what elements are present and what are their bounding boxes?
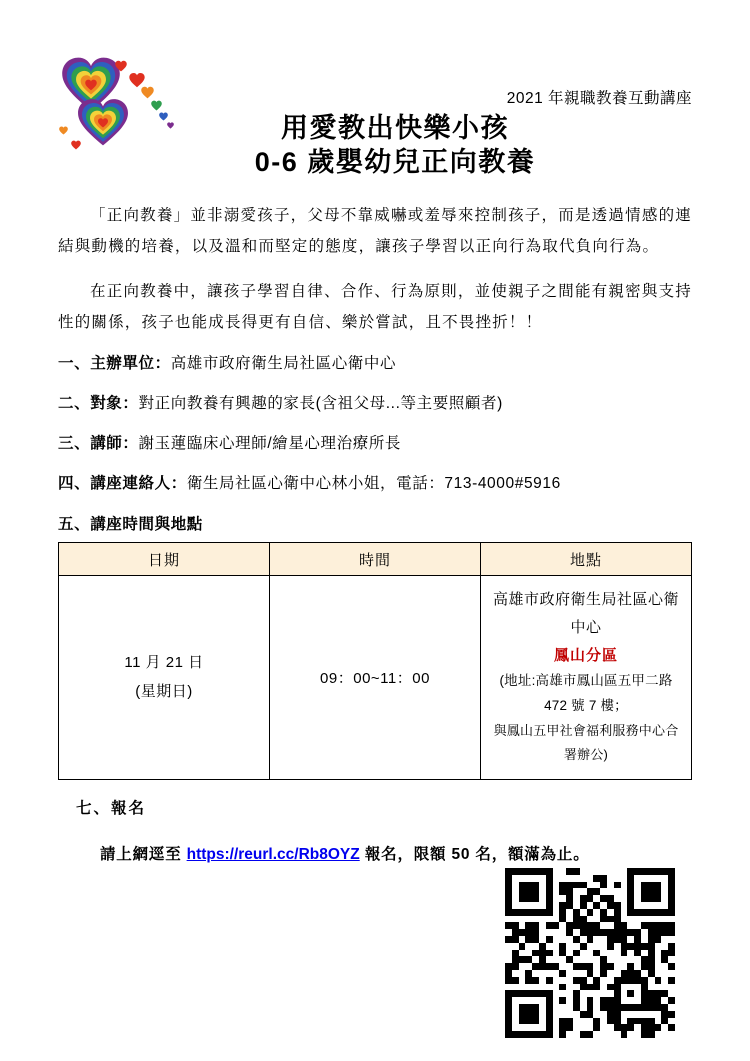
place-address-line-1: (地址:高雄市鳳山區五甲二路 472 號 7 樓； bbox=[499, 673, 673, 714]
intro-paragraph-1: 「正向教養」並非溺愛孩子，父母不靠威嚇或羞辱來控制孩子，而是透過情感的連結與動機的培養，以及溫和而堅定的態度，讓孩子學習以正向行為取代負向行為。 bbox=[58, 207, 692, 255]
page-title bbox=[0, 112, 750, 180]
column-header-time: 時間 bbox=[270, 543, 481, 576]
place-branch: 鳳山分區 bbox=[553, 646, 618, 664]
signup-qr-code[interactable] bbox=[505, 868, 675, 1038]
item-value-audience: 對正向教養有興趣的家長(含祖父母...等主要照顧者) bbox=[138, 395, 503, 413]
signup-url-link[interactable]: https://reurl.cc/Rb8OYZ bbox=[186, 846, 360, 864]
column-header-date: 日期 bbox=[59, 543, 270, 576]
item-value-organizer: 高雄市政府衛生局社區心衛中心 bbox=[170, 355, 397, 372]
place-address-line-2: 與鳳山五甲社會福利服務中心合署辦公) bbox=[493, 723, 679, 763]
event-series-label: 2021 年親職教養互動講座 bbox=[506, 90, 692, 107]
item-value-lecturer: 謝玉蓮臨床心理師/繪星心理治療所長 bbox=[138, 435, 402, 453]
list-item bbox=[58, 432, 692, 456]
flyer-body bbox=[58, 200, 692, 864]
title-line-2: 0-6 歲嬰幼兒正向教養 bbox=[254, 146, 536, 177]
signup-instruction bbox=[100, 842, 692, 864]
signup-text-after: 報名，限額 50 名，額滿為止。 bbox=[359, 846, 590, 864]
detail-list bbox=[58, 352, 692, 496]
date-weekday: (星期日) bbox=[135, 682, 193, 700]
item-label-contact: 四、講座連絡人： bbox=[58, 475, 187, 493]
schedule-table bbox=[58, 542, 692, 780]
signup-text-before: 請上網逕至 bbox=[100, 846, 187, 864]
item-label-organizer: 一、主辦單位： bbox=[58, 355, 171, 372]
column-header-place: 地點 bbox=[481, 543, 692, 576]
list-item bbox=[58, 352, 692, 376]
schedule-heading: 五、講座時間與地點 bbox=[58, 516, 203, 534]
item-label-audience: 二、對象： bbox=[58, 395, 139, 413]
cell-date bbox=[59, 576, 270, 780]
table-header-row bbox=[59, 543, 692, 576]
cell-time: 09：00~11：00 bbox=[270, 576, 481, 780]
signup-heading: 七、報名 bbox=[76, 800, 147, 818]
list-item bbox=[58, 392, 692, 416]
item-value-contact: 衛生局社區心衛中心林小姐，電話：713-4000#5916 bbox=[186, 475, 561, 493]
place-main: 高雄市政府衛生局社區心衛中心 bbox=[492, 591, 679, 636]
title-line-1: 用愛教出快樂小孩 bbox=[281, 113, 509, 143]
list-item bbox=[58, 472, 692, 496]
date-main: 11 月 21 日 bbox=[124, 654, 204, 672]
qr-matrix bbox=[505, 868, 675, 1038]
item-label-lecturer: 三、講師： bbox=[58, 435, 139, 453]
flyer-header bbox=[0, 0, 750, 200]
intro-paragraph-2: 在正向教養中，讓孩子學習自律、合作、行為原則，並使親子之間能有親密與支持性的關係，孩子也能成長得更有自信、樂於嘗試，且不畏挫折！！ bbox=[58, 283, 692, 331]
cell-place bbox=[481, 576, 692, 780]
table-row bbox=[59, 576, 692, 780]
